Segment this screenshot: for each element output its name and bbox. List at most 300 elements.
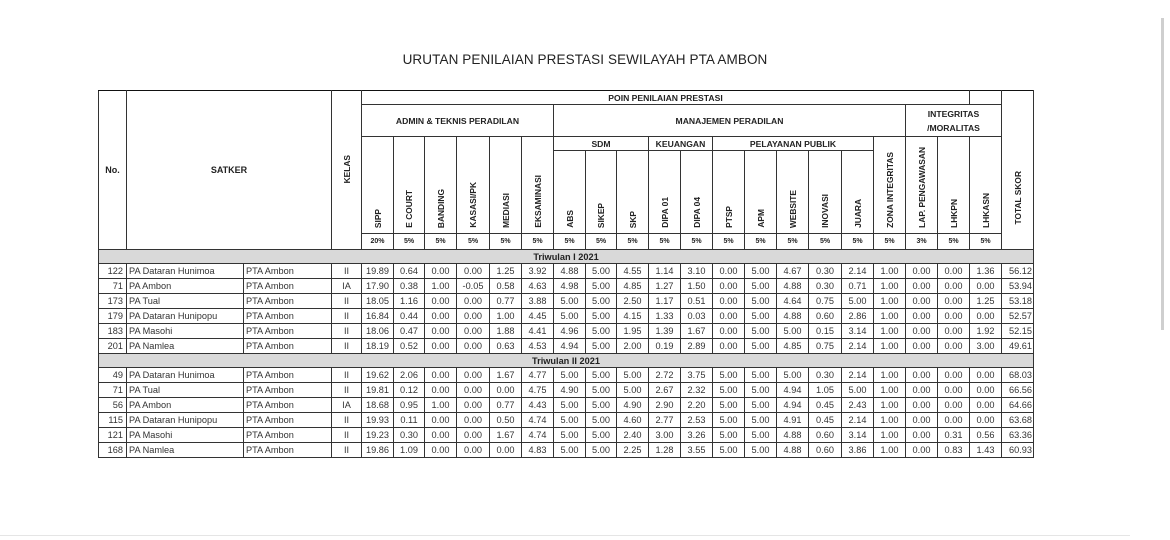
score-cell: 0.00 <box>425 264 457 279</box>
row-number: 122 <box>99 264 127 279</box>
score-cell: 5.00 <box>713 428 745 443</box>
score-cell: 4.88 <box>777 309 809 324</box>
score-cell: 1.00 <box>874 428 906 443</box>
weight-cell: 5% <box>649 234 681 250</box>
score-cell: 5.00 <box>586 428 617 443</box>
score-cell: 1.14 <box>649 264 681 279</box>
table-row <box>99 309 1034 324</box>
score-cell: 1.36 <box>970 264 1002 279</box>
pta-name: PTA Ambon <box>244 383 332 398</box>
weight-cell: 3% <box>906 234 938 250</box>
score-cell: 1.17 <box>649 294 681 309</box>
page-title: URUTAN PENILAIAN PRESTASI SEWILAYAH PTA AMBON <box>402 52 768 67</box>
satker-name: PA Ambon <box>127 279 244 294</box>
score-cell: 4.88 <box>777 279 809 294</box>
score-cell: 5.00 <box>842 294 874 309</box>
score-cell: 1.39 <box>649 324 681 339</box>
score-cell: 4.43 <box>522 398 554 413</box>
score-cell: 0.00 <box>938 294 970 309</box>
score-cell: 4.91 <box>777 413 809 428</box>
col-inovasi: INOVASI <box>809 151 842 234</box>
score-cell: 5.00 <box>586 413 617 428</box>
score-cell: 3.00 <box>649 428 681 443</box>
score-cell: 5.00 <box>745 324 777 339</box>
score-cell: 4.90 <box>554 383 586 398</box>
score-cell: 4.96 <box>554 324 586 339</box>
score-cell: 3.92 <box>522 264 554 279</box>
col-kasasi-pk: KASASI/PK <box>457 137 490 234</box>
score-cell: 2.40 <box>617 428 649 443</box>
score-cell: 0.00 <box>970 383 1002 398</box>
score-cell: 5.00 <box>586 339 617 354</box>
score-cell: 0.11 <box>394 413 425 428</box>
score-cell: 5.00 <box>745 398 777 413</box>
score-cell: 0.00 <box>938 324 970 339</box>
score-cell: 3.26 <box>681 428 713 443</box>
row-number: 49 <box>99 368 127 383</box>
score-cell: 2.14 <box>842 264 874 279</box>
score-cell: 0.00 <box>938 398 970 413</box>
row-number: 201 <box>99 339 127 354</box>
score-cell: 4.94 <box>554 339 586 354</box>
kelas-value: II <box>332 383 362 398</box>
score-cell: 4.64 <box>777 294 809 309</box>
score-cell: 1.05 <box>809 383 842 398</box>
score-cell: 19.62 <box>362 368 394 383</box>
score-cell: 1.50 <box>681 279 713 294</box>
score-cell: 1.00 <box>490 309 522 324</box>
score-cell: 5.00 <box>554 294 586 309</box>
total-score: 56.12 <box>1002 264 1034 279</box>
score-cell: 0.60 <box>809 309 842 324</box>
total-score: 60.93 <box>1002 443 1034 458</box>
table-row <box>99 443 1034 458</box>
score-cell: 4.67 <box>777 264 809 279</box>
score-cell: 0.00 <box>906 309 938 324</box>
weight-cell: 5% <box>586 234 617 250</box>
kelas-value: II <box>332 324 362 339</box>
score-cell: 0.00 <box>425 368 457 383</box>
score-cell: 0.19 <box>649 339 681 354</box>
score-cell: 0.00 <box>425 294 457 309</box>
col-abs: ABS <box>554 151 586 234</box>
score-cell: 0.00 <box>425 309 457 324</box>
score-cell: 0.00 <box>457 294 490 309</box>
score-cell: 2.00 <box>617 339 649 354</box>
score-cell: 4.74 <box>522 428 554 443</box>
satker-name: PA Dataran Hunimoa <box>127 264 244 279</box>
weight-cell: 5% <box>874 234 906 250</box>
score-cell: 2.50 <box>617 294 649 309</box>
col-zona-integritas: ZONA INTEGRITAS <box>874 137 906 234</box>
col-sipp: SIPP <box>362 137 394 234</box>
score-cell: 1.00 <box>874 279 906 294</box>
section-band <box>99 354 1034 368</box>
score-cell: 5.00 <box>554 413 586 428</box>
score-cell: 4.45 <box>522 309 554 324</box>
score-cell: 0.00 <box>457 309 490 324</box>
score-cell: 2.77 <box>649 413 681 428</box>
kelas-value: II <box>332 339 362 354</box>
score-cell: 5.00 <box>554 368 586 383</box>
kelas-value: II <box>332 428 362 443</box>
score-cell: 19.89 <box>362 264 394 279</box>
score-cell: 5.00 <box>777 324 809 339</box>
score-cell: 3.55 <box>681 443 713 458</box>
col-dipa-01: DIPA 01 <box>649 151 681 234</box>
satker-name: PA Dataran Hunipopu <box>127 413 244 428</box>
weight-cell: 5% <box>809 234 842 250</box>
score-cell: 0.38 <box>394 279 425 294</box>
pta-name: PTA Ambon <box>244 294 332 309</box>
score-cell: 1.95 <box>617 324 649 339</box>
score-cell: 0.30 <box>394 428 425 443</box>
score-cell: 0.00 <box>906 264 938 279</box>
satker-name: PA Masohi <box>127 324 244 339</box>
score-cell: 1.00 <box>874 413 906 428</box>
score-cell: 0.00 <box>713 294 745 309</box>
score-cell: 0.00 <box>938 368 970 383</box>
score-cell: 5.00 <box>586 309 617 324</box>
score-cell: 3.88 <box>522 294 554 309</box>
pta-name: PTA Ambon <box>244 368 332 383</box>
score-cell: 0.00 <box>906 294 938 309</box>
score-cell: 1.00 <box>874 309 906 324</box>
score-cell: 0.00 <box>938 309 970 324</box>
weight-cell: 20% <box>362 234 394 250</box>
score-cell: 19.86 <box>362 443 394 458</box>
score-cell: 0.00 <box>970 279 1002 294</box>
score-cell: 5.00 <box>586 279 617 294</box>
pta-name: PTA Ambon <box>244 413 332 428</box>
score-cell: 1.28 <box>649 443 681 458</box>
score-cell: 3.10 <box>681 264 713 279</box>
row-number: 173 <box>99 294 127 309</box>
header-manajemen-peradilan: MANAJEMEN PERADILAN <box>554 105 906 137</box>
satker-name: PA Dataran Hunipopu <box>127 309 244 324</box>
col-juara: JUARA <box>842 151 874 234</box>
score-cell: 4.77 <box>522 368 554 383</box>
score-cell: 4.98 <box>554 279 586 294</box>
row-number: 179 <box>99 309 127 324</box>
score-cell: 4.75 <box>522 383 554 398</box>
pta-name: PTA Ambon <box>244 279 332 294</box>
score-cell: 5.00 <box>586 398 617 413</box>
score-cell: 2.32 <box>681 383 713 398</box>
score-cell: 4.94 <box>777 383 809 398</box>
score-cell: 2.06 <box>394 368 425 383</box>
score-cell: 0.75 <box>809 294 842 309</box>
weight-cell: 5% <box>425 234 457 250</box>
score-cell: 0.00 <box>906 279 938 294</box>
score-cell: 4.55 <box>617 264 649 279</box>
score-cell: 18.68 <box>362 398 394 413</box>
score-cell: 0.00 <box>457 368 490 383</box>
score-cell: 0.00 <box>457 398 490 413</box>
score-cell: 0.51 <box>681 294 713 309</box>
weight-cell: 5% <box>713 234 745 250</box>
score-cell: 2.43 <box>842 398 874 413</box>
score-cell: 17.90 <box>362 279 394 294</box>
score-cell: 5.00 <box>745 443 777 458</box>
score-cell: 0.00 <box>970 413 1002 428</box>
table-body <box>99 250 1034 458</box>
score-cell: 5.00 <box>586 324 617 339</box>
score-cell: 0.00 <box>457 413 490 428</box>
col-ptsp: PTSP <box>713 151 745 234</box>
score-cell: 0.56 <box>970 428 1002 443</box>
score-cell: 0.45 <box>809 413 842 428</box>
weight-cell: 5% <box>522 234 554 250</box>
total-score: 63.68 <box>1002 413 1034 428</box>
weight-cell: 5% <box>970 234 1002 250</box>
weight-cell: 5% <box>938 234 970 250</box>
col-website: WEBSITE <box>777 151 809 234</box>
kelas-value: II <box>332 264 362 279</box>
score-cell: 0.00 <box>938 279 970 294</box>
row-number: 115 <box>99 413 127 428</box>
score-cell: 5.00 <box>617 368 649 383</box>
table-row <box>99 279 1034 294</box>
score-cell: 16.84 <box>362 309 394 324</box>
table-header <box>99 91 1034 250</box>
score-cell: 0.00 <box>906 413 938 428</box>
row-number: 183 <box>99 324 127 339</box>
score-cell: 4.74 <box>522 413 554 428</box>
score-cell: 4.88 <box>554 264 586 279</box>
score-cell: 0.83 <box>938 443 970 458</box>
col-lhkasn: LHKASN <box>970 137 1002 234</box>
score-cell: 4.94 <box>777 398 809 413</box>
section-label: Triwulan II 2021 <box>99 354 1034 368</box>
score-cell: 4.60 <box>617 413 649 428</box>
total-score: 66.56 <box>1002 383 1034 398</box>
score-cell: 1.00 <box>874 398 906 413</box>
weight-cell: 5% <box>490 234 522 250</box>
score-cell: 0.63 <box>490 339 522 354</box>
table-row <box>99 428 1034 443</box>
header-keuangan: KEUANGAN <box>649 137 713 151</box>
ranking-table <box>98 90 1034 458</box>
score-cell: 3.00 <box>970 339 1002 354</box>
score-cell: 0.50 <box>490 413 522 428</box>
score-cell: 5.00 <box>554 398 586 413</box>
score-cell: 4.88 <box>777 428 809 443</box>
score-cell: 0.00 <box>713 279 745 294</box>
score-cell: 5.00 <box>554 443 586 458</box>
score-cell: 0.77 <box>490 398 522 413</box>
section-label: Triwulan I 2021 <box>99 250 1034 264</box>
score-cell: 1.27 <box>649 279 681 294</box>
score-cell: 5.00 <box>777 368 809 383</box>
score-cell: 1.25 <box>490 264 522 279</box>
score-cell: 18.05 <box>362 294 394 309</box>
score-cell: 5.00 <box>713 413 745 428</box>
pta-name: PTA Ambon <box>244 398 332 413</box>
weight-cell: 5% <box>394 234 425 250</box>
row-number: 71 <box>99 279 127 294</box>
score-cell: 5.00 <box>745 413 777 428</box>
score-cell: 4.63 <box>522 279 554 294</box>
satker-name: PA Tual <box>127 383 244 398</box>
header-admin-teknis: ADMIN & TEKNIS PERADILAN <box>362 105 554 137</box>
score-cell: 4.88 <box>777 443 809 458</box>
score-cell: 1.00 <box>425 279 457 294</box>
satker-name: PA Dataran Hunimoa <box>127 368 244 383</box>
score-cell: 0.00 <box>713 324 745 339</box>
score-cell: 5.00 <box>842 383 874 398</box>
weight-cell: 5% <box>617 234 649 250</box>
header-satker: SATKER <box>127 91 332 250</box>
score-cell: 0.00 <box>906 398 938 413</box>
score-cell: 0.52 <box>394 339 425 354</box>
score-cell: 0.00 <box>713 339 745 354</box>
score-cell: 0.44 <box>394 309 425 324</box>
pta-name: PTA Ambon <box>244 428 332 443</box>
kelas-value: II <box>332 413 362 428</box>
col-e-court: E COURT <box>394 137 425 234</box>
pta-name: PTA Ambon <box>244 443 332 458</box>
score-cell: 0.00 <box>938 383 970 398</box>
pta-name: PTA Ambon <box>244 339 332 354</box>
score-cell: 5.00 <box>745 309 777 324</box>
total-score: 52.57 <box>1002 309 1034 324</box>
score-cell: 0.15 <box>809 324 842 339</box>
score-cell: 3.75 <box>681 368 713 383</box>
horizontal-divider <box>0 535 1130 536</box>
score-cell: 2.67 <box>649 383 681 398</box>
score-cell: 3.86 <box>842 443 874 458</box>
score-cell: 0.00 <box>425 324 457 339</box>
score-cell: 0.30 <box>809 264 842 279</box>
satker-name: PA Namlea <box>127 443 244 458</box>
row-number: 168 <box>99 443 127 458</box>
score-cell: 3.14 <box>842 428 874 443</box>
score-cell: 0.00 <box>425 413 457 428</box>
score-cell: 2.14 <box>842 413 874 428</box>
score-cell: 0.58 <box>490 279 522 294</box>
score-cell: 1.88 <box>490 324 522 339</box>
table-row <box>99 264 1034 279</box>
header-pelayanan-publik: PELAYANAN PUBLIK <box>713 137 874 151</box>
score-cell: 0.00 <box>713 309 745 324</box>
weight-cell: 5% <box>457 234 490 250</box>
pta-name: PTA Ambon <box>244 309 332 324</box>
score-cell: 5.00 <box>745 368 777 383</box>
weight-cell: 5% <box>777 234 809 250</box>
score-cell: 0.00 <box>457 324 490 339</box>
score-cell: 0.45 <box>809 398 842 413</box>
score-cell: 1.67 <box>681 324 713 339</box>
col-apm: APM <box>745 151 777 234</box>
score-cell: 0.75 <box>809 339 842 354</box>
score-cell: 0.00 <box>938 339 970 354</box>
total-score: 49.61 <box>1002 339 1034 354</box>
score-cell: 1.09 <box>394 443 425 458</box>
score-cell: 18.19 <box>362 339 394 354</box>
section-band <box>99 250 1034 264</box>
weight-cell: 5% <box>842 234 874 250</box>
score-cell: 5.00 <box>586 294 617 309</box>
header-no: No. <box>99 91 127 250</box>
score-cell: 5.00 <box>713 398 745 413</box>
kelas-value: IA <box>332 398 362 413</box>
score-cell: 2.25 <box>617 443 649 458</box>
score-cell: 0.00 <box>457 339 490 354</box>
header-integritas-moralitas: INTEGRITAS /MORALITAS <box>906 105 1002 137</box>
score-cell: 4.41 <box>522 324 554 339</box>
vertical-scrollbar[interactable] <box>1161 18 1164 330</box>
col-skp: SKP <box>617 151 649 234</box>
table-row <box>99 294 1034 309</box>
score-cell: 4.53 <box>522 339 554 354</box>
score-cell: 1.00 <box>874 294 906 309</box>
row-number: 121 <box>99 428 127 443</box>
score-cell: 0.71 <box>842 279 874 294</box>
score-cell: 5.00 <box>745 294 777 309</box>
weight-cell: 5% <box>681 234 713 250</box>
score-cell: 0.00 <box>906 339 938 354</box>
satker-name: PA Masohi <box>127 428 244 443</box>
score-cell: 2.89 <box>681 339 713 354</box>
score-cell: 0.77 <box>490 294 522 309</box>
score-cell: 0.30 <box>809 368 842 383</box>
score-cell: 1.00 <box>874 339 906 354</box>
col-lap-pengawasan: LAP. PENGAWASAN <box>906 137 938 234</box>
score-cell: 1.00 <box>874 443 906 458</box>
score-cell: 18.06 <box>362 324 394 339</box>
score-cell: 5.00 <box>713 443 745 458</box>
col-sikep: SIKEP <box>586 151 617 234</box>
score-cell: 0.00 <box>457 443 490 458</box>
score-cell: 1.67 <box>490 368 522 383</box>
score-cell: 4.85 <box>777 339 809 354</box>
score-cell: 0.00 <box>713 264 745 279</box>
weight-cell: 5% <box>745 234 777 250</box>
score-cell: 2.14 <box>842 339 874 354</box>
score-cell: 0.00 <box>425 339 457 354</box>
score-cell: 5.00 <box>554 309 586 324</box>
kelas-value: II <box>332 443 362 458</box>
col-dipa-04: DIPA 04 <box>681 151 713 234</box>
score-cell: 0.00 <box>906 428 938 443</box>
score-cell: 1.00 <box>425 398 457 413</box>
score-cell: 4.83 <box>522 443 554 458</box>
score-cell: 0.95 <box>394 398 425 413</box>
total-score: 64.66 <box>1002 398 1034 413</box>
score-cell: 1.25 <box>970 294 1002 309</box>
score-cell: 0.00 <box>970 368 1002 383</box>
score-cell: 0.00 <box>457 264 490 279</box>
score-cell: 1.16 <box>394 294 425 309</box>
score-cell: 5.00 <box>586 443 617 458</box>
score-cell: 5.00 <box>745 383 777 398</box>
score-cell: 1.00 <box>874 383 906 398</box>
score-cell: 5.00 <box>713 368 745 383</box>
score-cell: 4.15 <box>617 309 649 324</box>
col-banding: BANDING <box>425 137 457 234</box>
satker-name: PA Ambon <box>127 398 244 413</box>
kelas-value: II <box>332 368 362 383</box>
score-cell: 3.14 <box>842 324 874 339</box>
score-cell: 1.00 <box>874 324 906 339</box>
total-score: 68.03 <box>1002 368 1034 383</box>
row-number: 71 <box>99 383 127 398</box>
score-cell: 0.00 <box>457 383 490 398</box>
score-cell: 5.00 <box>554 428 586 443</box>
score-cell: 0.60 <box>809 443 842 458</box>
col-mediasi: MEDIASI <box>490 137 522 234</box>
